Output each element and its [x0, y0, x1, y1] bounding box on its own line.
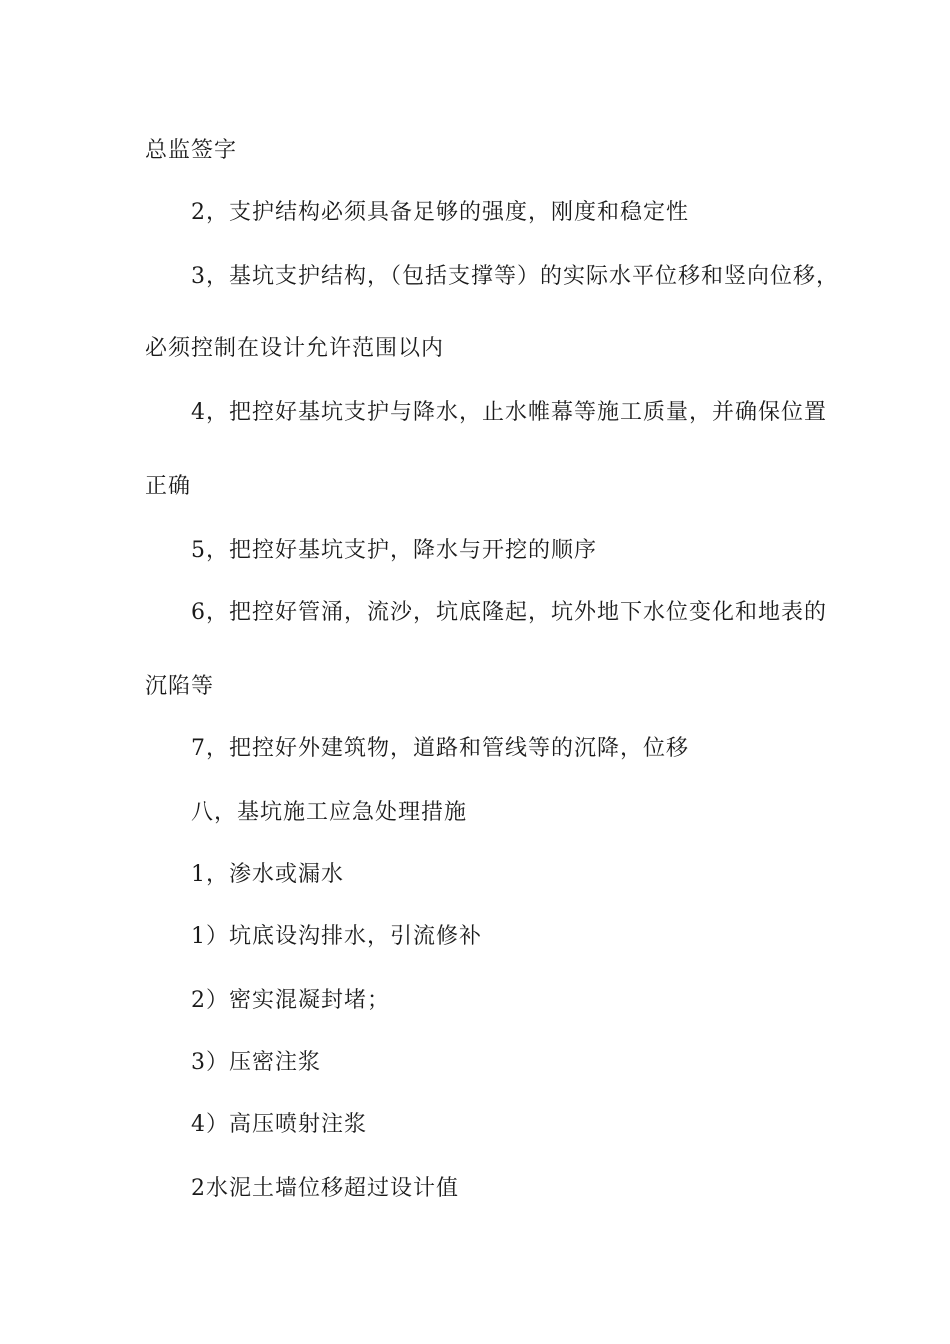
list-item: 5，把控好基坑支护，降水与开挖的顺序 [191, 538, 597, 563]
list-item: 3）压密注浆 [191, 1050, 321, 1075]
list-item: 6，把控好管涌，流沙，坑底隆起，坑外地下水位变化和地表的 [191, 600, 827, 625]
list-item: 3，基坑支护结构，（包括支撑等）的实际水平位移和竖向位移， [191, 264, 839, 289]
list-item: 1，渗水或漏水 [191, 862, 344, 887]
list-item: 2）密实混凝封堵； [191, 988, 390, 1013]
section-heading: 八，基坑施工应急处理措施 [191, 800, 468, 825]
list-item: 2水泥土墙位移超过设计值 [191, 1176, 459, 1201]
list-item: 4）高压喷射注浆 [191, 1112, 367, 1137]
paragraph-continuation: 沉陷等 [145, 674, 215, 699]
paragraph-continuation: 必须控制在设计允许范围以内 [145, 336, 445, 361]
list-item: 1）坑底设沟排水，引流修补 [191, 924, 482, 949]
paragraph-continuation: 正确 [145, 474, 192, 499]
list-item: 4，把控好基坑支护与降水，止水帷幕等施工质量，并确保位置 [191, 400, 827, 425]
paragraph-continuation: 总监签字 [145, 138, 238, 163]
list-item: 7，把控好外建筑物，道路和管线等的沉降，位移 [191, 736, 689, 761]
list-item: 2，支护结构必须具备足够的强度，刚度和稳定性 [191, 200, 689, 225]
